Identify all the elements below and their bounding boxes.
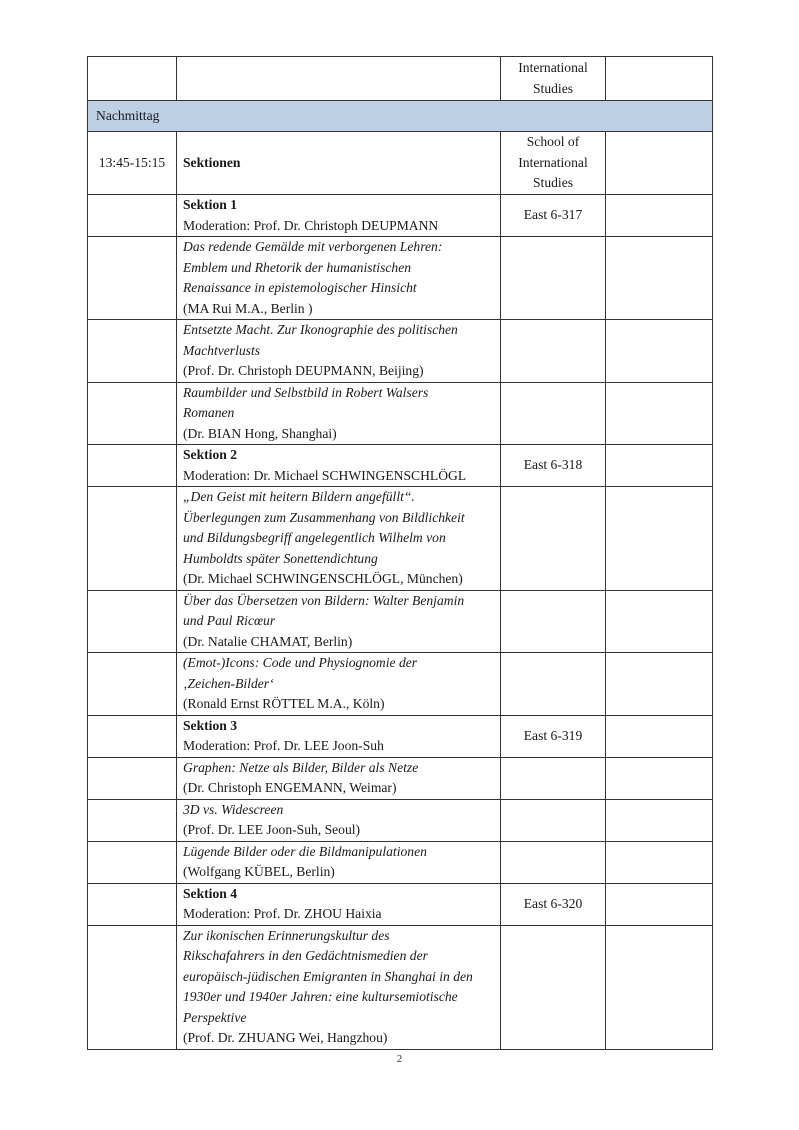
section-cell [177, 195, 501, 237]
time-cell [88, 590, 177, 653]
talk-speaker: (Dr. Christoph ENGEMANN, Weimar) [183, 780, 397, 795]
talk-cell [177, 799, 501, 841]
time-cell [88, 320, 177, 383]
notes-cell [606, 925, 713, 1049]
talk-speaker: (MA Rui M.A., Berlin ) [183, 300, 313, 316]
talk-cell [177, 487, 501, 591]
band-label: Nachmittag [88, 101, 713, 132]
room-cell [501, 320, 606, 383]
talk-title-line: Graphen: Netze als Bilder, Bilder als Netze [183, 759, 419, 775]
room-cell [501, 237, 606, 320]
time-cell [88, 799, 177, 841]
room-cell [501, 925, 606, 1049]
talk-title-line: Machtverlusts [183, 342, 261, 358]
notes-cell [606, 653, 713, 716]
time-cell [88, 757, 177, 799]
talk-speaker: (Prof. Dr. ZHUANG Wei, Hangzhou) [183, 1030, 388, 1045]
talk-row [88, 382, 713, 445]
talk-row [88, 590, 713, 653]
notes-cell [606, 57, 713, 101]
section-title: Sektion 3 [183, 717, 238, 733]
notes-cell [606, 841, 713, 883]
time-cell [88, 883, 177, 925]
talk-cell [177, 237, 501, 320]
time-cell [88, 382, 177, 445]
talk-title-line: Zur ikonischen Erinnerungskultur des [183, 927, 390, 943]
location-line: International [518, 154, 588, 170]
talk-title-line: Emblem und Rhetorik der humanistischen [183, 259, 412, 275]
section-title: Sektion 2 [183, 447, 238, 462]
section-moderation: Moderation: Prof. Dr. ZHOU Haixia [183, 906, 382, 921]
time-cell [88, 445, 177, 487]
room-cell: East 6-319 [501, 715, 606, 757]
talk-title-line: Überlegungen zum Zusammenhang von Bildlichkeit [183, 509, 465, 525]
talk-row [88, 799, 713, 841]
location-line: Studies [532, 80, 574, 96]
top-continuation-row [88, 57, 713, 101]
talk-cell [177, 841, 501, 883]
room-cell: East 6-320 [501, 883, 606, 925]
notes-cell [606, 445, 713, 487]
talk-cell [177, 653, 501, 716]
talk-cell [177, 382, 501, 445]
section-moderation: Moderation: Prof. Dr. LEE Joon-Suh [183, 738, 384, 753]
content-cell [177, 57, 501, 101]
notes-cell [606, 132, 713, 195]
talk-title-line: und Paul Ricœur [183, 613, 276, 628]
talk-title-line: ‚Zeichen-Bilder‘ [183, 675, 274, 691]
section-title: Sektion 4 [183, 885, 238, 901]
time-cell [88, 715, 177, 757]
room-cell [501, 799, 606, 841]
section-cell [177, 715, 501, 757]
notes-cell [606, 799, 713, 841]
afternoon-band [88, 101, 713, 132]
notes-cell [606, 757, 713, 799]
talk-speaker: (Ronald Ernst RÖTTEL M.A., Köln) [183, 696, 385, 711]
talk-title-line: 1930er und 1940er Jahren: eine kultursemiotische [183, 989, 458, 1004]
talk-title-line: Rikschafahrers in den Gedächtnismedien der [183, 948, 428, 963]
time-cell [88, 653, 177, 716]
notes-cell [606, 590, 713, 653]
talk-title-line: (Emot-)Icons: Code und Physiognomie der [183, 655, 418, 670]
talk-title-line: „Den Geist mit heitern Bildern angefüllt“. [183, 489, 415, 504]
section-row [88, 195, 713, 237]
section-row [88, 715, 713, 757]
time-cell [88, 57, 177, 101]
session-location [501, 132, 606, 195]
time-cell [88, 487, 177, 591]
talk-cell [177, 757, 501, 799]
notes-cell [606, 883, 713, 925]
talk-title-line: Das redende Gemälde mit verborgenen Lehren: [183, 239, 443, 254]
talk-speaker: (Prof. Dr. Christoph DEUPMANN, Beijing) [183, 363, 424, 378]
location-line: Studies [532, 175, 574, 191]
talk-title-line: Perspektive [183, 1009, 247, 1025]
section-moderation: Moderation: Dr. Michael SCHWINGENSCHLÖGL [183, 467, 467, 483]
room-cell [501, 757, 606, 799]
notes-cell [606, 715, 713, 757]
talk-title-line: Romanen [183, 405, 235, 420]
talk-title-line: 3D vs. Widescreen [183, 801, 284, 817]
location-cell [501, 57, 606, 101]
talk-cell [177, 590, 501, 653]
talk-row [88, 653, 713, 716]
room-cell [501, 841, 606, 883]
time-cell [88, 841, 177, 883]
room-cell: East 6-318 [501, 445, 606, 487]
session-header-row [88, 132, 713, 195]
talk-speaker: (Prof. Dr. LEE Joon-Suh, Seoul) [183, 822, 361, 837]
room-cell [501, 653, 606, 716]
room-cell [501, 382, 606, 445]
talk-row [88, 757, 713, 799]
page-number: 2 [396, 1053, 403, 1065]
time-cell [88, 925, 177, 1049]
talk-title-line: Lügende Bilder oder die Bildmanipulationen [183, 843, 427, 859]
location-line: School of [526, 134, 580, 150]
notes-cell [606, 237, 713, 320]
section-title: Sektion 1 [183, 197, 238, 212]
section-row [88, 445, 713, 487]
location-line: International [518, 60, 588, 75]
talk-speaker: (Wolfgang KÜBEL, Berlin) [183, 864, 335, 879]
talk-speaker: (Dr. Natalie CHAMAT, Berlin) [183, 633, 353, 649]
session-title: Sektionen [177, 132, 501, 195]
talk-row [88, 841, 713, 883]
talk-speaker: (Dr. BIAN Hong, Shanghai) [183, 425, 337, 441]
section-cell [177, 445, 501, 487]
talk-title-line: europäisch-jüdischen Emigranten in Shanghai in den [183, 968, 473, 984]
section-row [88, 883, 713, 925]
talk-speaker: (Dr. Michael SCHWINGENSCHLÖGL, München) [183, 571, 463, 586]
talk-cell [177, 320, 501, 383]
session-time: 13:45-15:15 [88, 132, 177, 195]
room-cell: East 6-317 [501, 195, 606, 237]
talk-row [88, 925, 713, 1049]
talk-row [88, 237, 713, 320]
talk-title-line: Renaissance in epistemologischer Hinsicht [183, 280, 417, 295]
talk-row [88, 487, 713, 591]
section-moderation: Moderation: Prof. Dr. Christoph DEUPMANN [183, 217, 439, 233]
section-cell [177, 883, 501, 925]
schedule-table [87, 56, 713, 1050]
talk-title-line: Humboldts später Sonettendichtung [183, 550, 378, 566]
notes-cell [606, 195, 713, 237]
talk-cell [177, 925, 501, 1049]
talk-title-line: und Bildungsbegriff angelegentlich Wilhelm von [183, 530, 446, 545]
time-cell [88, 237, 177, 320]
talk-title-line: Über das Übersetzen von Bildern: Walter Benjamin [183, 592, 465, 608]
talk-title-line: Entsetzte Macht. Zur Ikonographie des politischen [183, 322, 458, 337]
notes-cell [606, 487, 713, 591]
notes-cell [606, 320, 713, 383]
notes-cell [606, 382, 713, 445]
time-cell [88, 195, 177, 237]
room-cell [501, 590, 606, 653]
talk-title-line: Raumbilder und Selbstbild in Robert Walsers [183, 384, 429, 400]
room-cell [501, 487, 606, 591]
talk-row [88, 320, 713, 383]
